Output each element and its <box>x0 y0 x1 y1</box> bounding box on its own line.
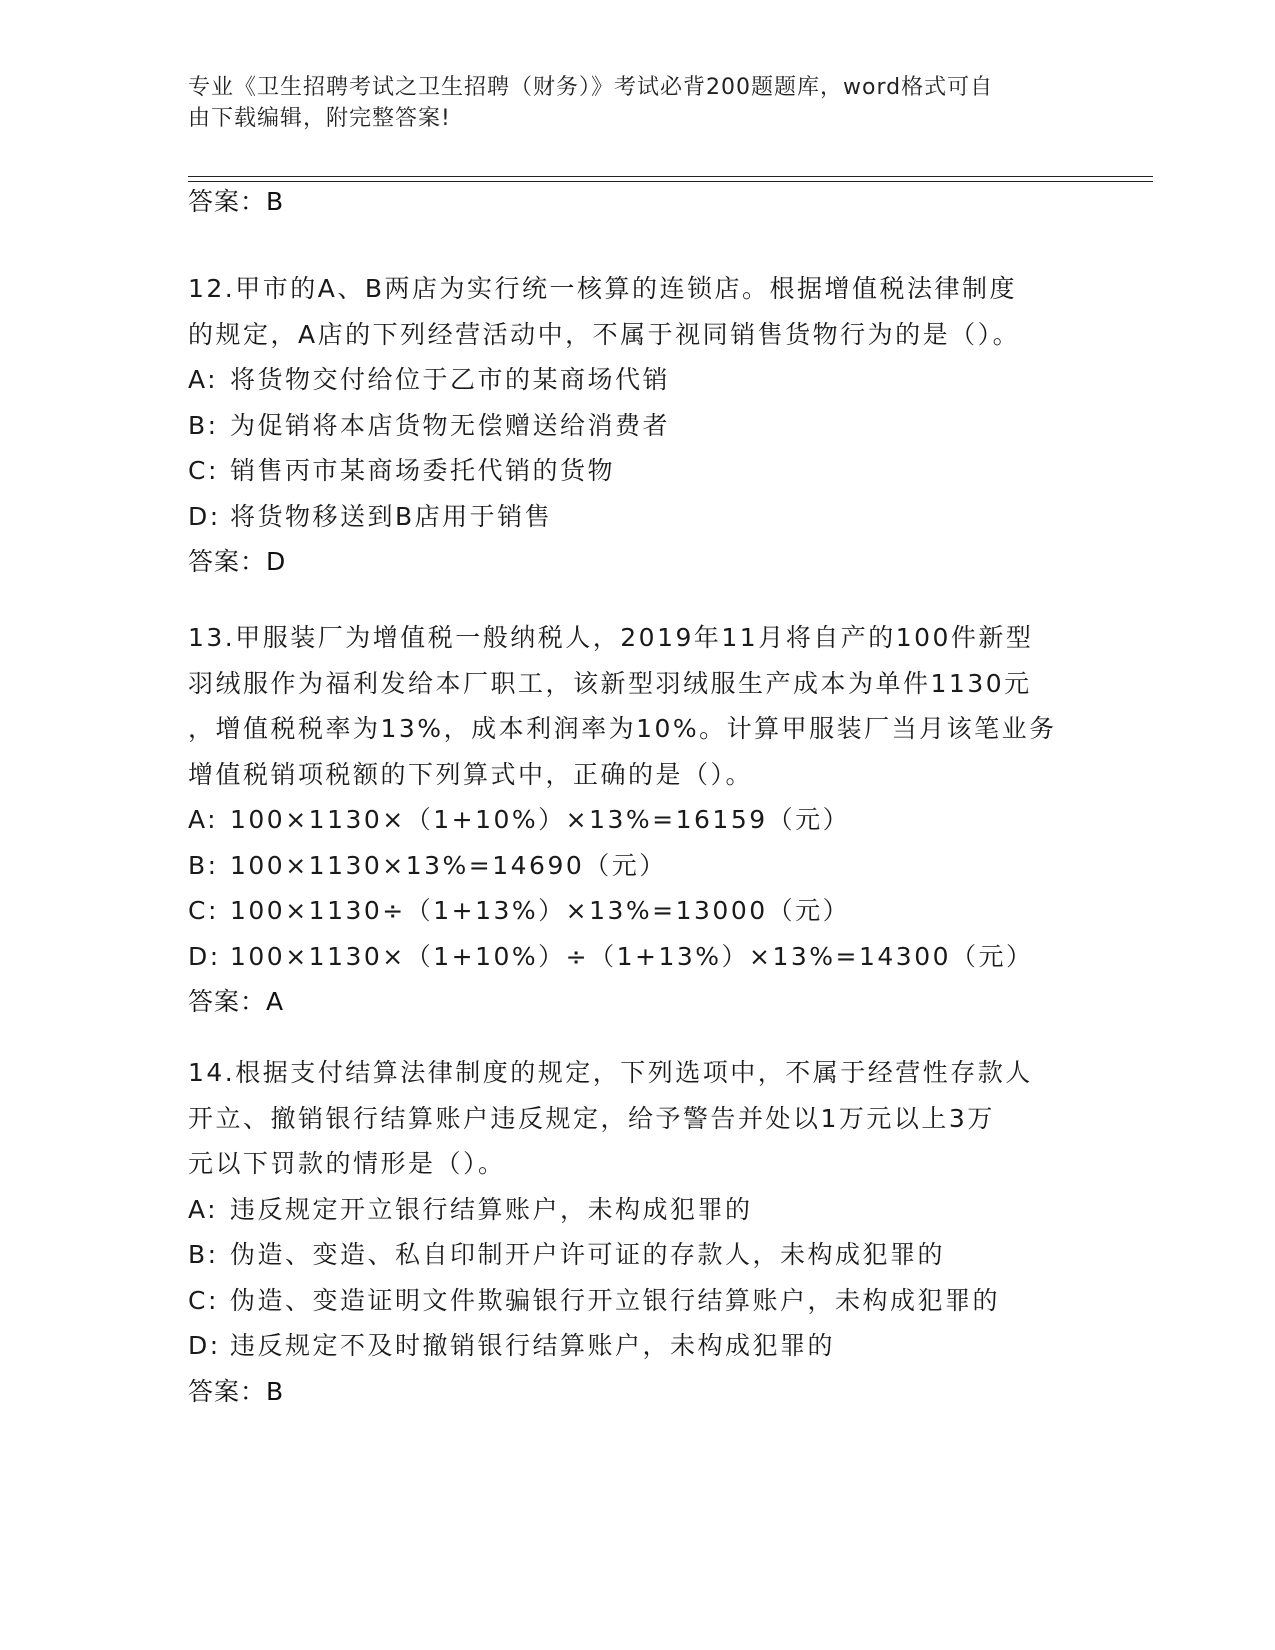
page-header <box>188 72 1068 134</box>
option-text: 销售丙市某商场委托代销的货物 <box>230 456 616 485</box>
header-line-1: 专业《卫生招聘考试之卫生招聘（财务）》考试必背200题题库，word格式可自 <box>188 75 994 100</box>
question-stem-line: 增值税销项税额的下列算式中，正确的是（）。 <box>188 759 754 789</box>
option-b <box>188 403 1088 449</box>
option-d <box>188 494 1088 540</box>
question-stem-line: 元以下罚款的情形是（）。 <box>188 1149 506 1178</box>
option-label: A: <box>188 1194 219 1224</box>
question-13 <box>188 615 1088 1025</box>
option-c <box>188 888 1088 934</box>
question-stem-line: 12.甲市的A、B两店为实行统一核算的连锁店。根据增值税法律制度 <box>188 274 1018 303</box>
option-label: C: <box>188 456 219 485</box>
answer-line: 答案：B <box>188 1376 285 1406</box>
option-label: B: <box>188 850 219 880</box>
option-label: C: <box>188 1285 219 1315</box>
answer-line: 答案：A <box>188 987 285 1016</box>
option-text: 违反规定不及时撤销银行结算账户，未构成犯罪的 <box>230 1331 836 1360</box>
option-label: D: <box>188 501 221 531</box>
question-14 <box>188 1050 1088 1414</box>
option-text: 100×1130×（1+10%）÷（1+13%）×13%=14300（元） <box>230 941 1034 971</box>
question-stem-line: 的规定，A店的下列经营活动中，不属于视同销售货物行为的是（）。 <box>188 319 1021 349</box>
header-line-2: 由下载编辑，附完整答案! <box>188 106 451 131</box>
option-d <box>188 934 1088 980</box>
option-text: 100×1130×13%=14690（元） <box>230 850 667 880</box>
option-text: 100×1130×（1+10%）×13%=16159（元） <box>230 805 851 834</box>
option-label: C: <box>188 896 219 925</box>
question-stem-line: 羽绒服作为福利发给本厂职工，该新型羽绒服生产成本为单件1130元 <box>188 668 1032 698</box>
option-c <box>188 448 1088 494</box>
option-a <box>188 1187 1088 1233</box>
option-text: 伪造、变造、私自印制开户许可证的存款人，未构成犯罪的 <box>230 1240 946 1269</box>
answer-line: 答案：D <box>188 547 287 576</box>
option-label: B: <box>188 410 219 440</box>
option-text: 为促销将本店货物无偿赠送给消费者 <box>230 410 671 440</box>
option-label: D: <box>188 1331 221 1360</box>
question-stem-line: 开立、撤销银行结算账户违反规定，给予警告并处以1万元以上3万 <box>188 1103 995 1133</box>
option-label: D: <box>188 941 221 971</box>
option-b <box>188 1232 1088 1278</box>
option-b <box>188 843 1088 889</box>
option-label: B: <box>188 1240 219 1269</box>
option-label: A: <box>188 365 219 394</box>
answer-line: 答案：B <box>188 187 285 216</box>
option-label: A: <box>188 805 219 834</box>
question-12 <box>188 266 1088 585</box>
question-stem-line: ，增值税税率为13%，成本利润率为10%。计算甲服装厂当月该笔业务 <box>188 714 1057 743</box>
option-text: 伪造、变造证明文件欺骗银行开立银行结算账户，未构成犯罪的 <box>230 1285 1001 1315</box>
option-a <box>188 357 1088 403</box>
question-stem-line: 14.根据支付结算法律制度的规定，下列选项中，不属于经营性存款人 <box>188 1058 1033 1087</box>
option-a <box>188 797 1088 843</box>
option-text: 违反规定开立银行结算账户，未构成犯罪的 <box>230 1194 753 1224</box>
header-divider-top <box>188 176 1153 177</box>
option-text: 将货物移送到B店用于销售 <box>230 501 553 531</box>
option-text: 将货物交付给位于乙市的某商场代销 <box>230 365 671 394</box>
option-text: 100×1130÷（1+13%）×13%=13000（元） <box>230 896 851 925</box>
previous-answer-block <box>188 179 1088 225</box>
option-d <box>188 1323 1088 1369</box>
option-c <box>188 1278 1088 1324</box>
question-stem-line: 13.甲服装厂为增值税一般纳税人，2019年11月将自产的100件新型 <box>188 623 1034 652</box>
